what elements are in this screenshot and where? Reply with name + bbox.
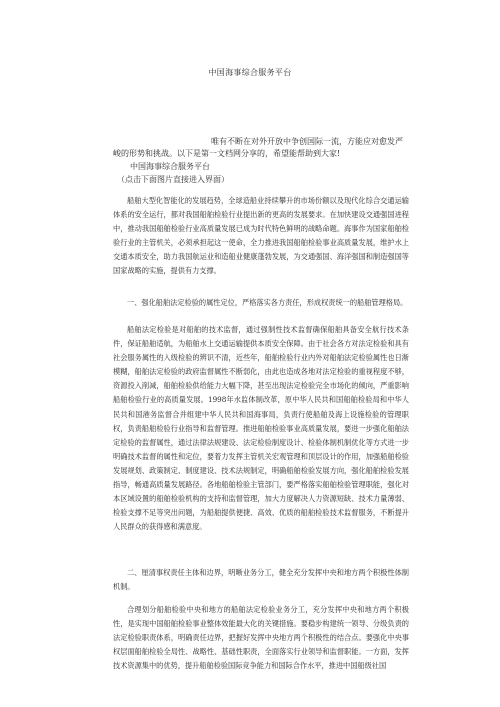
paragraph-3-text: 合理划分船舶检验中央和地方的船舶法定检验业务分工，充分发挥中央和地方两个积极性，是实现中国船舶检验事业整体效能最大化的关键措施。要稳步构建统一领导、分级负责的法定检验职责体系，明确责任边界，把握好发挥中央地方两个积极性的结合点。要强化中央事权层面船舶检验全局性、战略性、基础性职责，全面落实行业领导和监督职能。一方面，发挥技术资源集中的优势，提升船舶检验国际竞争能力和国际合作水平，推进中国船级社国: [113, 605, 409, 671]
intro-text: [113, 136, 409, 160]
section-heading-1-text: 一、强化船舶法定检验的属性定位，严格落实各方责任，形成权责统一的船舶管理格局。: [127, 298, 408, 307]
image-hint: （点击下面图片直接进入界面）: [117, 175, 229, 184]
paragraph-2-text: 船舶法定检验是对船舶的技术监督，通过强制性技术监督确保船舶具备安全航行技术条件，保证船舶适航，为船舶水上交通运输提供本质安全保障。由于社会各方对法定检验和具有社会服务属性的入级检验的辨识不清，近些年，船舶检验行业内外对船舶法定检验属性也日渐模糊，船舶法定检验的政府监督属性不断弱化，由此也造成各地对法定检验的重视程度不够，资源投入削减，船舶检验供给能力大幅下降，甚至出现法定检验完全市场化的倾向，严重影响船舶检验行业的高质量发展。1998年水监体制改革，原中华人民共和国船舶检验局和中华人民共和国港务监督合并组建中华人民共和国海事局，负责行使船舶及海上设施检验的管理职权，负责船舶检验行业指导和监督管理。推进船舶检验事业高质量发展，要进一步强化船舶法定检验的监督属性，通过法律法规建设、法定检验制度设计、检验体制机制优化等方式进一步明确技术监督的属性和定位，要着力发挥主管机关宏观管理和顶层设计的作用，加强船舶检验发展规划、政策制定、制度建设、技术法规制定，明确船舶检验发展方向，强化船舶检验发展指导，畅通高质量发展路径。各地船舶检验主管部门，要严格落实船舶检验管理职能，强化对本区域设置的船舶检验机构的支持和监督管理，加大力度解决人力资源短缺、技术力量薄弱、检验支撑不足等突出问题，为船舶提供便捷、高效、优质的船舶检验技术监督服务，不断提升人民群众的获得感和满意度。: [113, 325, 409, 532]
section-heading-2-text: 二、厘清事权责任主体和边界，明晰业务分工，健全充分发挥中央和地方两个积极性体制机制。: [113, 568, 409, 592]
platform-name: 中国海事综合服务平台: [130, 162, 210, 171]
paragraph-2: [113, 323, 409, 534]
intro-line-1: 唯有不断在对外开放中争创国际一流，方能应对愈发严: [211, 137, 403, 146]
page-title: 中国海事综合服务平台: [208, 68, 292, 77]
section-heading-1: [113, 296, 409, 310]
section-heading-2: [113, 566, 409, 594]
paragraph-3: [113, 603, 409, 673]
intro-line-2: 峻的形势和挑战。以下是第一文档网分享的，希望能帮助到大家!: [113, 149, 341, 158]
paragraph-1-text: 船舶大型化智能化的发展趋势，全球造船业持续攀升的市场份额以及现代化综合交通运输体系的安全运行，都对我国船舶检验行业提出新的更高的发展要求。在加快建设交通强国进程中，推动我国船舶检验行业高质量发展已成为时代特色鲜明的战略命题。海事作为国家船舶检验行业的主管机关，必须承担起这一使命，全力推进我国船舶检验事业高质量发展，维护水上交通本质安全，助力我国航运业和造船业健康蓬勃发展，为交通强国、海洋强国和制造强国等国家战略的实施，提供有力支撑。: [113, 196, 409, 276]
paragraph-1: [113, 194, 409, 279]
